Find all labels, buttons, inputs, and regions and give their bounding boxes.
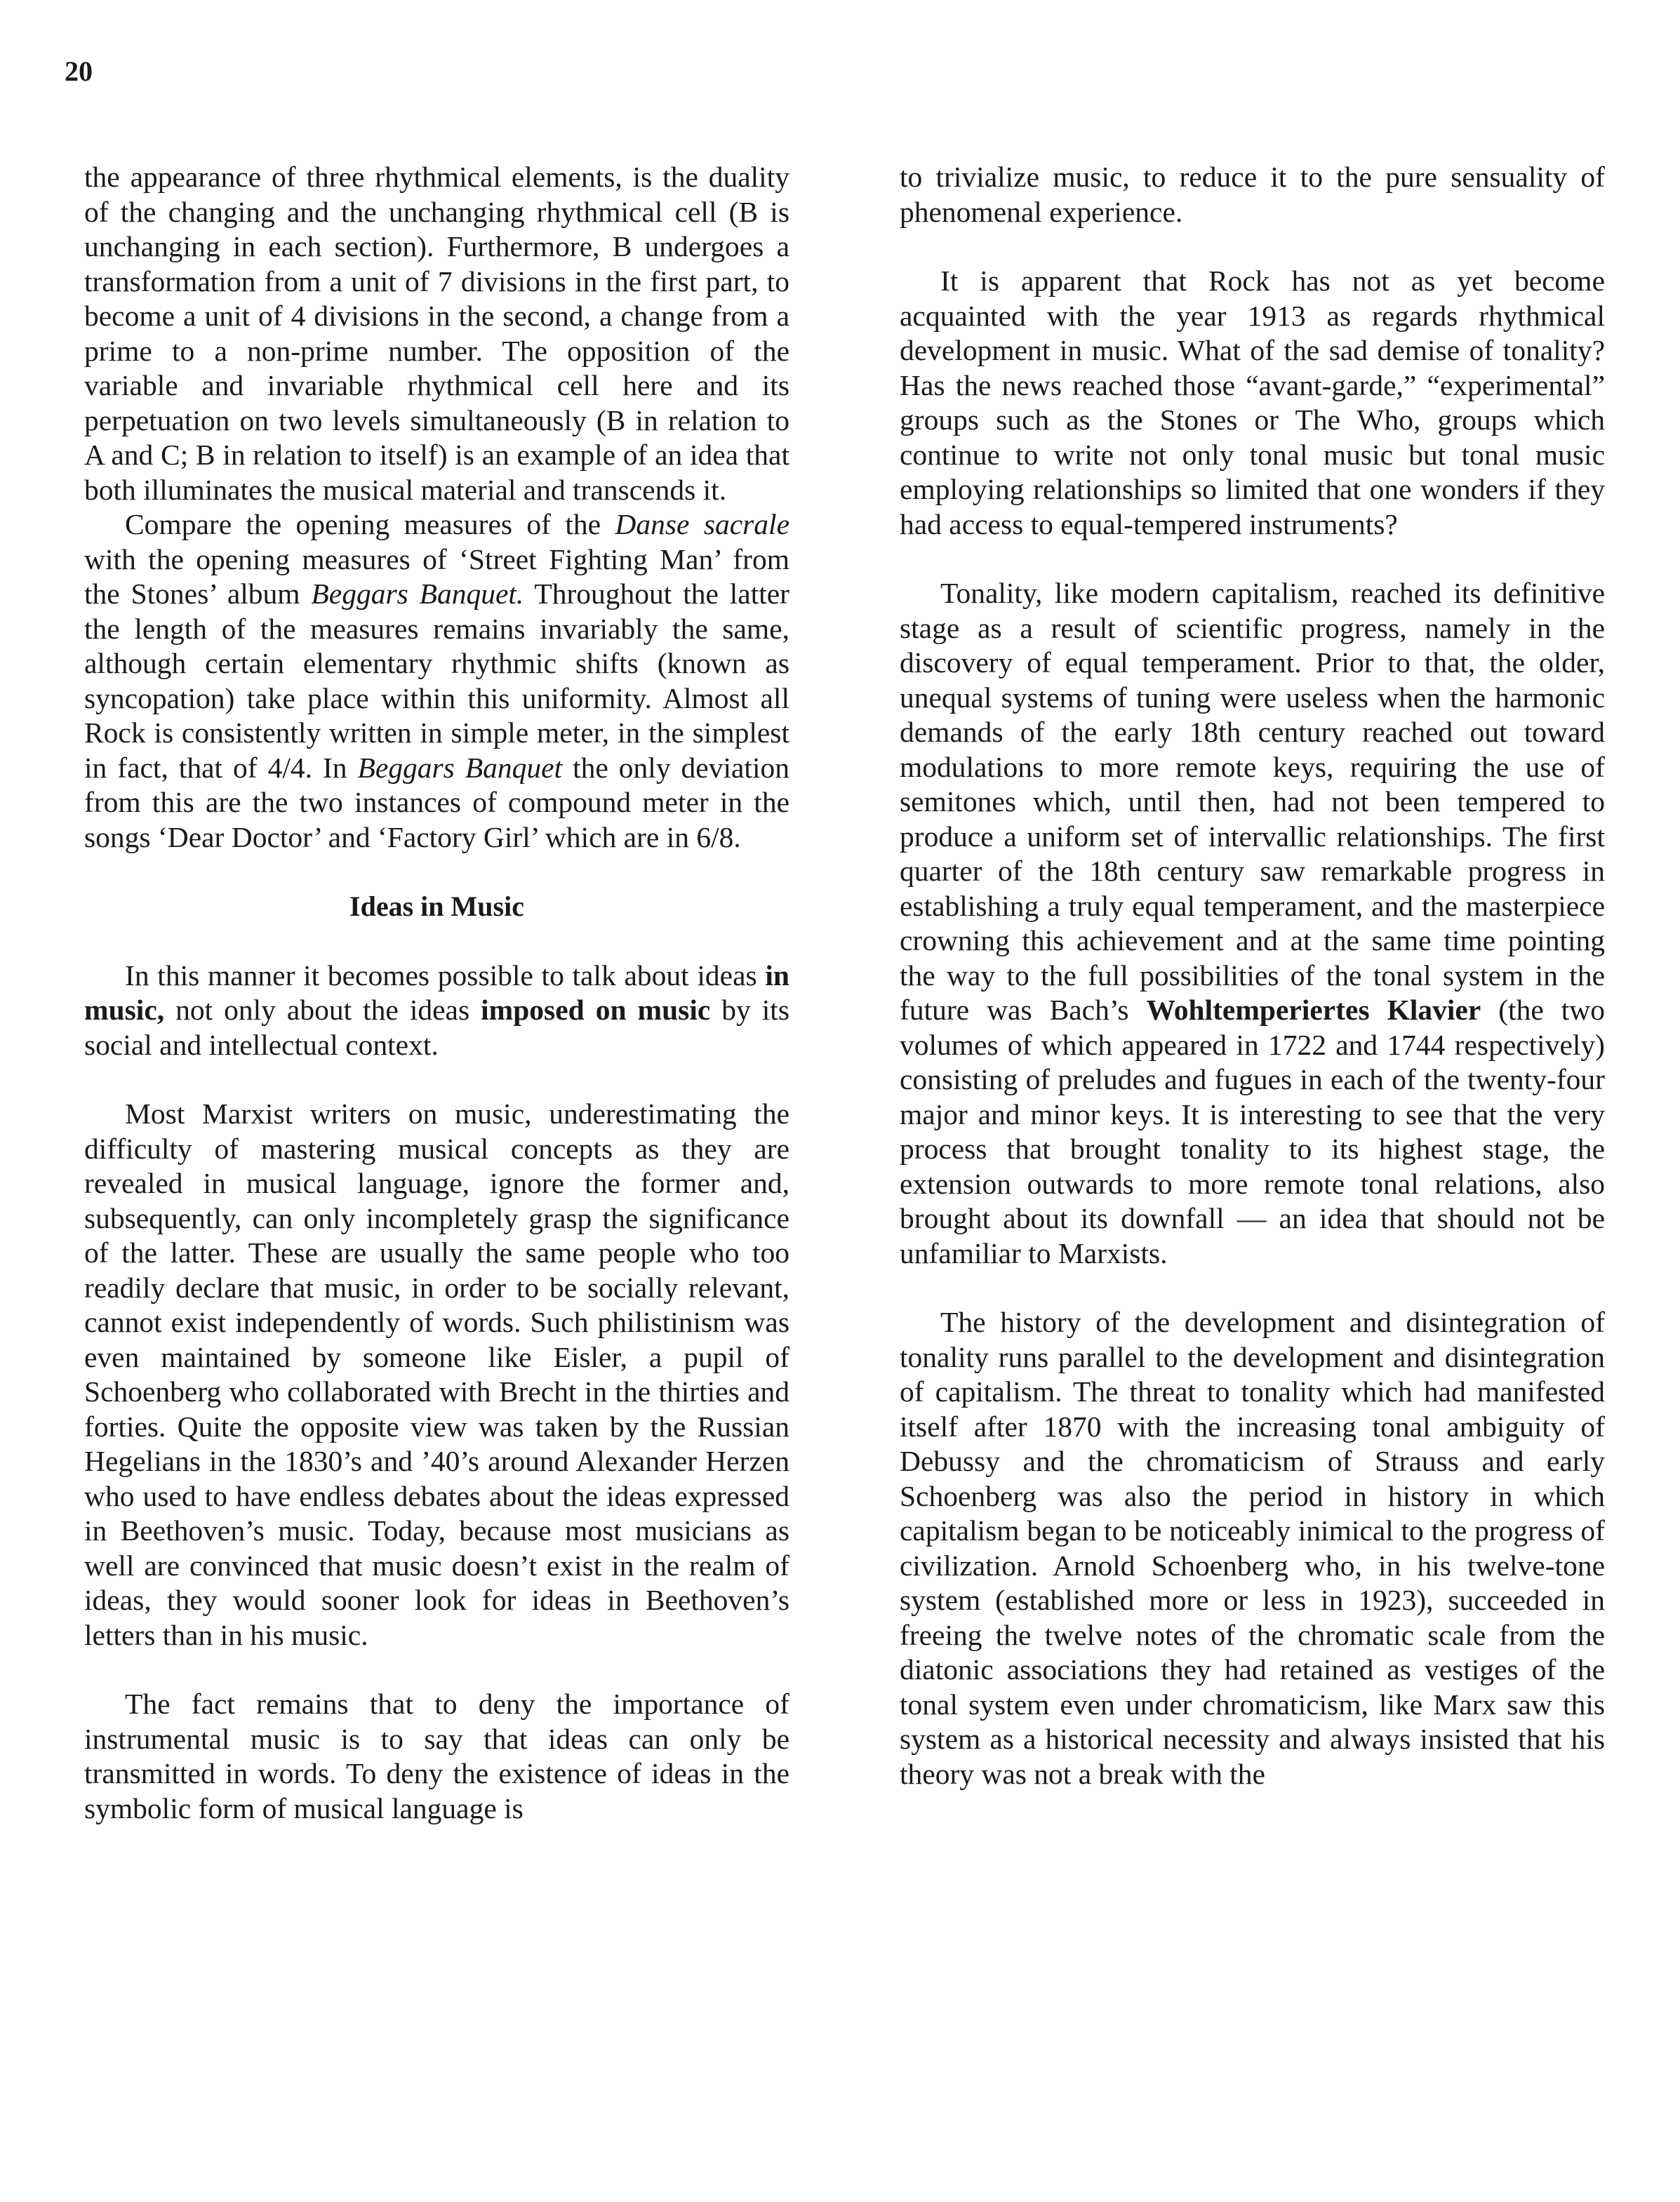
text-run: to trivialize music, to reduce it to the pure sensuality of phenomenal experience. <box>900 161 1605 228</box>
page-number: 20 <box>65 55 93 87</box>
section-heading: Ideas in Music <box>349 890 524 922</box>
text-run: not only about the ideas <box>164 994 481 1026</box>
paragraph <box>900 160 1605 229</box>
text-run: with the opening measures of ‘Street Fighting Man’ from the Stones’ album <box>84 542 789 610</box>
italic-text: Danse sacrale <box>615 508 789 540</box>
bold-text: Wohltemperiertes Klavier <box>1146 994 1481 1026</box>
paragraph <box>84 959 789 1063</box>
bold-text: in music, <box>84 959 789 1026</box>
right-column <box>900 160 1605 1791</box>
text-run: the only deviation from this are the two instances of compound meter in the songs ‘Dear Doctor’ and ‘Factory Girl’ which are in 6/8. <box>84 751 789 853</box>
text-run: In this manner it becomes possible to talk about ideas <box>125 959 766 992</box>
paragraph <box>900 264 1605 542</box>
text-run: The fact remains that to deny the importance of instrumental music is to say that ideas can only be transmitted in words. To deny the existence of ideas in the symbolic form of musical language is <box>84 1688 789 1824</box>
text-run: Most Marxist writers on music, underestimating the difficulty of mastering musical concepts as they are revealed in musical language, ignore the former and, subsequently, can only incompletely grasp the significance of the latter. These are usually the same people who too readily declare that music, in order to be socially relevant, cannot exist independently of words. Such philistinism was even maintained by someone like Eisler, a pupil of Schoenberg who collaborated with Brecht in the thirties and forties. Quite the opposite view was taken by the Russian Hegelians in the 1830’s and ’40’s around Alexander Herzen who used to have endless debates about the ideas expressed in Beethoven’s music. Today, because most musicians as well are convinced that music doesn’t exist in the realm of ideas, they would sooner look for ideas in Beethoven’s letters than in his music. <box>84 1097 789 1651</box>
text-run: The history of the development and disintegration of tonality runs parallel to the development and disintegration of capitalism. The threat to tonality which had manifested itself after 1870 with the increasing tonal ambiguity of Debussy and the chromaticism of Strauss and early Schoenberg was also the period in history in which capitalism began to be noticeably inimical to the progress of civilization. Arnold Schoenberg who, in his twelve-tone system (established more or less in 1923), succeeded in freeing the twelve notes of the chromatic scale from the diatonic associations they had retained as vestiges of the tonal system even under chromaticism, like Marx saw this system as a historical necessity and always insisted that his theory was not a break with the <box>900 1306 1605 1790</box>
paragraph <box>84 160 789 507</box>
text-run: Throughout the latter the length of the measures remains invariably the same, although certain elementary rhythmic shifts (known as syncopation) take place within this uniformity. Almost all Rock is consistently written in simple meter, in the simplest in fact, that of 4/4. In <box>84 578 789 784</box>
paragraph <box>84 507 789 855</box>
text-run: (the two volumes of which appeared in 1722 and 1744 respectively) consisting of preludes and fugues in each of the twenty-four major and minor keys. It is interesting to see that the very process that brought tonality to its highest stage, the extension outwards to more remote tonal relations, also brought about its downfall — an idea that should not be unfamiliar to Marxists. <box>900 994 1605 1269</box>
italic-text: Beggars Banquet. <box>311 578 524 610</box>
text-run: It is apparent that Rock has not as yet become acquainted with the year 1913 as regards rhythmical development in music. What of the sad demise of tonality? Has the news reached those “avant-garde,” “experimental” groups such as the Stones or The Who, groups which continue to write not only tonal music but tonal music employing relationships so limited that one wonders if they had access to equal-tempered instruments? <box>900 265 1605 540</box>
text-run: by its social and intellectual context. <box>84 994 789 1061</box>
left-column <box>84 160 789 1826</box>
paragraph <box>900 1305 1605 1791</box>
text-run: the appearance of three rhythmical elements, is the duality of the changing and the unchanging rhythmical cell (B is unchanging in each section). Furthermore, B undergoes a transformation from a unit of 7 divisions in the first part, to become a unit of 4 divisions in the second, a change from a prime to a non-prime number. The opposition of the variable and invariable rhythmical cell here and its perpetuation on two levels simultaneously (B in relation to A and C; B in relation to itself) is an example of an idea that both illuminates the musical material and transcends it. <box>84 161 789 506</box>
text-run: Compare the opening measures of the <box>125 508 615 540</box>
text-run: Tonality, like modern capitalism, reached its definitive stage as a result of scientific progress, namely in the discovery of equal temperament. Prior to that, the older, unequal systems of tuning were useless when the harmonic demands of the early 18th century reached out toward modulations to more remote keys, requiring the use of semitones which, until then, had not been tempered to produce a uniform set of intervallic relationships. The first quarter of the 18th century saw remarkable progress in establishing a truly equal temperament, and the masterpiece crowning this achievement and at the same time pointing the way to the full possibilities of the tonal system in the future was Bach’s <box>900 577 1605 1026</box>
paragraph <box>84 1687 789 1826</box>
paragraph <box>900 576 1605 1271</box>
bold-text: imposed on music <box>481 994 711 1026</box>
paragraph <box>84 1097 789 1653</box>
italic-text: Beggars Banquet <box>357 751 563 784</box>
